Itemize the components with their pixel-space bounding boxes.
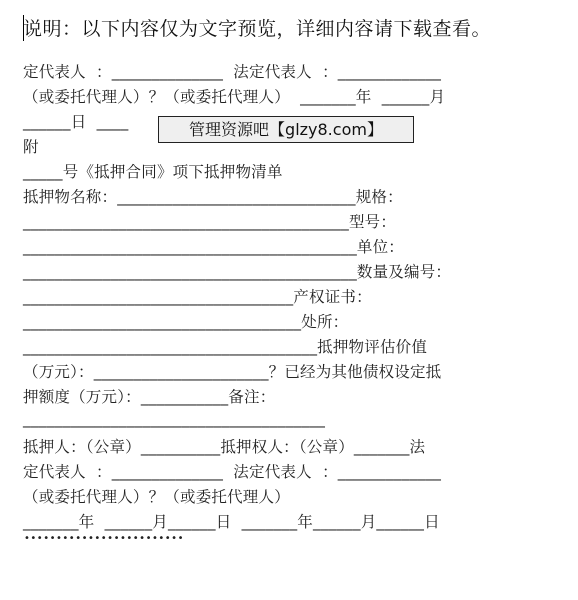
- doc-line-12: _____________________________________抵押物评估价值: [23, 338, 428, 356]
- doc-line-4: 附: [23, 138, 39, 156]
- doc-line-3: ______日 ____: [23, 113, 129, 131]
- doc-line-1: 定代表人 ：______________ 法定代表人 ：_____________: [23, 63, 442, 81]
- doc-line-15: ______________________________________: [23, 410, 326, 428]
- doc-line-14: 押额度（万元）：___________备注：: [23, 388, 276, 406]
- preview-notice: 说明：以下内容仅为文字预览，详细内容请下载查看。: [23, 18, 492, 40]
- doc-line-9: __________________________________________数量及编号：: [23, 263, 452, 281]
- doc-line-10: __________________________________产权证书：: [23, 288, 372, 306]
- doc-line-13: （万元）：______________________？已经为其他债权设定抵: [23, 363, 442, 381]
- doc-line-19: _______年 ______月______日 _______年______月______日: [23, 513, 440, 531]
- truncation-dots: •••••••••••••••••••••••••: [24, 533, 184, 544]
- doc-line-11: ___________________________________处所：: [23, 313, 349, 331]
- doc-line-8: __________________________________________单位：: [23, 238, 405, 256]
- watermark-banner: 管理资源吧【glzy8.com】: [158, 116, 414, 143]
- doc-line-17: 定代表人 ：______________ 法定代表人 ：_____________: [23, 463, 442, 481]
- doc-line-18: （或委托代理人）？（或委托代理人）: [23, 488, 290, 506]
- doc-line-16: 抵押人：（公章）__________抵押权人：（公章）_______法: [23, 438, 426, 456]
- doc-line-5: _____号《抵押合同》项下抵押物清单: [23, 163, 283, 181]
- doc-line-2: （或委托代理人）？（或委托代理人） _______年 ______月: [23, 88, 446, 106]
- doc-line-7: _________________________________________型号：: [23, 213, 397, 231]
- doc-line-6: 抵押物名称：______________________________规格：: [23, 188, 403, 206]
